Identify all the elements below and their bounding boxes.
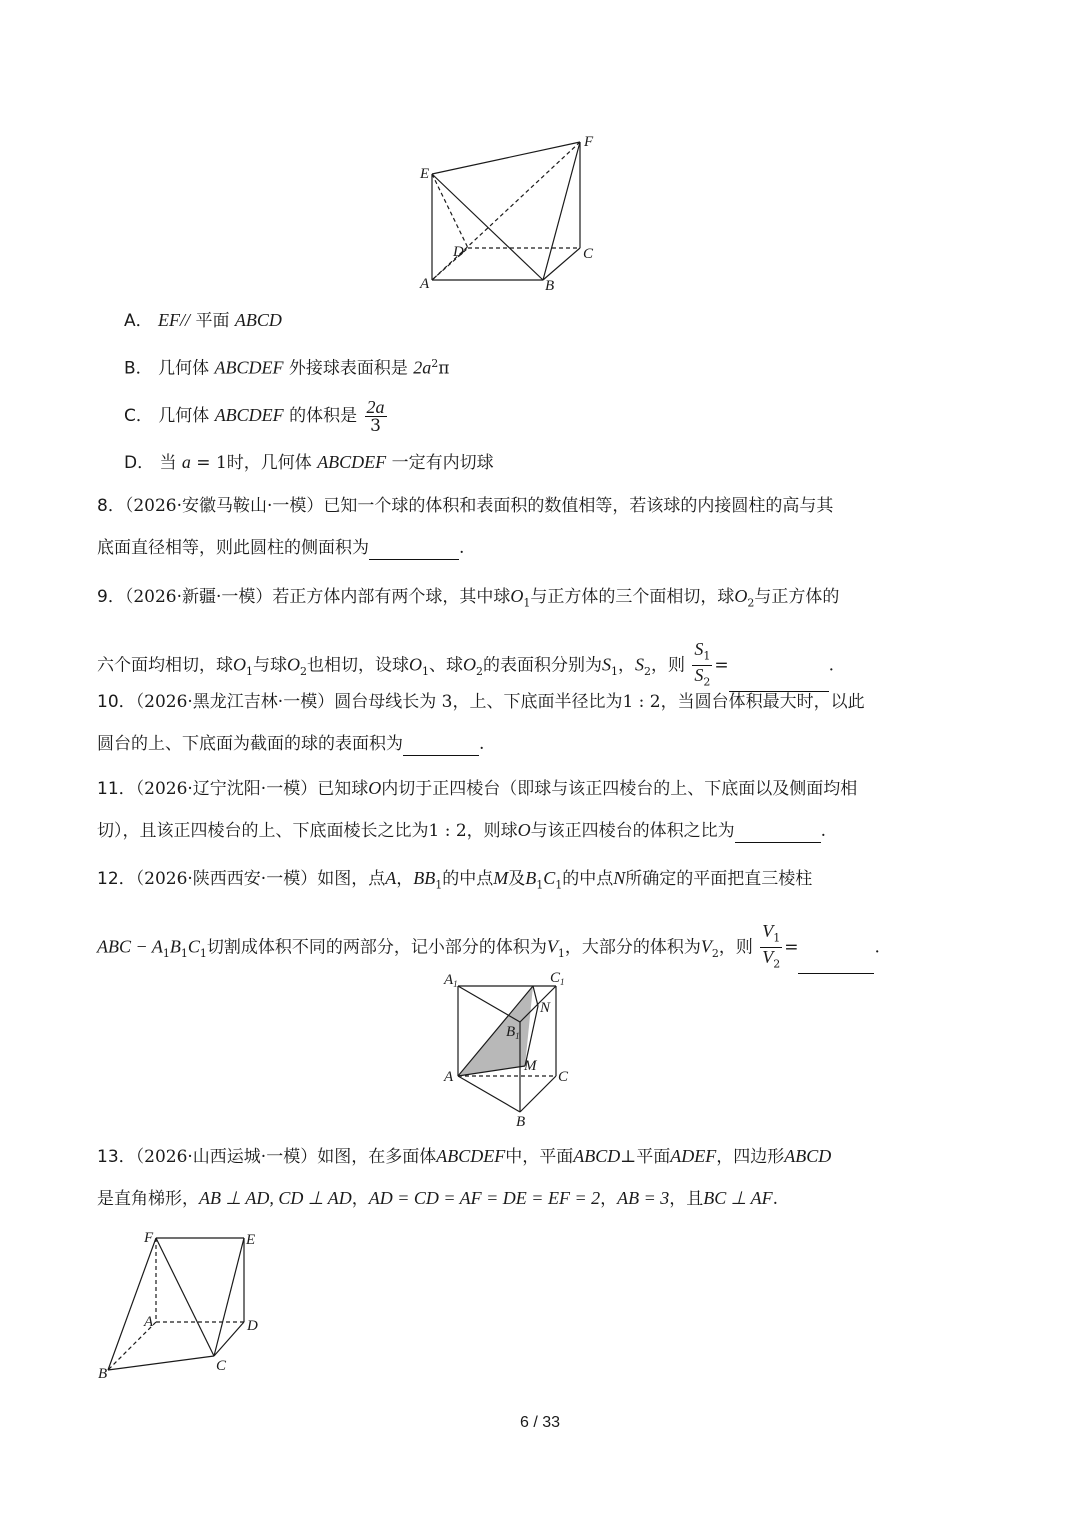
question-13-line-2: 是直角梯形，AB ⊥ AD, CD ⊥ AD，AD = CD = AF = DE = EF = 2，AB = 3，且BC ⊥ AF. bbox=[97, 1188, 778, 1209]
edge-Nt bbox=[533, 986, 538, 1006]
edge-EB bbox=[432, 174, 543, 280]
page-number: 6 / 33 bbox=[519, 1414, 561, 1431]
answer-blank[interactable] bbox=[798, 955, 874, 974]
edge-A1B1 bbox=[458, 986, 520, 1022]
question-12-line-2: ABC − $A_1B_1C_1$切割成体积不同的两部分，记小部分的体积为$V_1$，大部分的体积为$V_2$，则 $\frac{V_1}{V_2}$ = . bbox=[97, 922, 880, 974]
answer-blank[interactable] bbox=[729, 673, 829, 692]
vertex-label-N: N bbox=[540, 1000, 551, 1016]
vertex-label-A: A bbox=[144, 1314, 154, 1330]
edge-ED bbox=[432, 174, 468, 248]
vertex-label-B: B bbox=[98, 1366, 108, 1382]
figure-polyhedron-1 bbox=[410, 128, 610, 298]
edge-AB bbox=[458, 1076, 520, 1112]
vertex-label-A: A bbox=[444, 1069, 454, 1085]
vertex-label-B: B bbox=[516, 1114, 526, 1128]
vertex-label-C: C bbox=[216, 1358, 227, 1374]
question-8-line-1: 8．（2026·安徽马鞍山·一模）已知一个球的体积和表面积的数值相等，若该球的内接圆柱的高与其 bbox=[97, 496, 834, 516]
vertex-label-D: D bbox=[247, 1318, 258, 1334]
fraction-v1-v2: $\frac{V_1}{V_2}$ bbox=[762, 921, 781, 971]
edge-EF bbox=[432, 142, 580, 174]
question-11-line-2: 切），且该正四棱台的上、下底面棱长之比为1 : 2，则球O与该正四棱台的体积之比为 . bbox=[97, 820, 827, 841]
vertex-label-M: M bbox=[524, 1058, 537, 1074]
edge-BC bbox=[108, 1356, 214, 1370]
option-a: A． EF// 平面 ABCD bbox=[124, 310, 282, 331]
figure-prism bbox=[440, 966, 580, 1128]
vertex-label-C: C bbox=[583, 246, 594, 262]
question-13-line-1: 13．（2026·山西运城·一模）如图，在多面体ABCDEF中，平面ABCD⊥平面ADEF，四边形ABCD bbox=[97, 1146, 832, 1167]
answer-blank[interactable] bbox=[369, 541, 459, 560]
vertex-label-B1: $B_1$ bbox=[506, 1024, 520, 1041]
question-10-line-2: 圆台的上、下底面为截面的球的表面积为 . bbox=[97, 734, 485, 754]
question-9-line-2: 六个面均相切，球$O_1$与球$O_2$也相切，设球$O_1$、球$O_2$的表面积分别为$S_1$，$S_2$，则 $\frac{S_1}{S_2}$ = . bbox=[97, 640, 834, 692]
edge-FB bbox=[108, 1238, 156, 1370]
figure-polyhedron-2 bbox=[94, 1226, 274, 1386]
answer-blank[interactable] bbox=[403, 737, 479, 756]
vertex-label-F: F bbox=[144, 1230, 154, 1246]
vertex-label-C1: $C_1$ bbox=[550, 970, 565, 987]
option-b: B． 几何体 ABCDEF 外接球表面积是 $2a^2\pi$ bbox=[124, 357, 450, 379]
option-d: D． 当 a = 1时，几何体 ABCDEF 一定有内切球 bbox=[124, 452, 494, 473]
vertex-label-C: C bbox=[558, 1069, 569, 1085]
answer-blank[interactable] bbox=[735, 824, 821, 843]
question-10-line-1: 10．（2026·黑龙江吉林·一模）圆台母线长为 3，上、下底面半径比为1 : 2，当圆台体积最大时，以此 bbox=[97, 692, 865, 712]
fraction-s1-s2: $\frac{S_1}{S_2}$ bbox=[694, 639, 711, 689]
question-12-line-1: 12．（2026·陕西西安·一模）如图，点A，$BB_1$的中点M及$B_1C_1$的中点N所确定的平面把直三棱柱 bbox=[97, 868, 813, 892]
fraction-volume: $\frac{2a}{3}$ bbox=[366, 397, 385, 436]
option-c: C． 几何体 ABCDEF 的体积是 $\frac{2a}{3}$ bbox=[124, 397, 385, 436]
question-8-line-2: 底面直径相等，则此圆柱的侧面积为 . bbox=[97, 538, 465, 558]
vertex-label-A1: $A_1$ bbox=[444, 972, 458, 989]
vertex-label-E: E bbox=[246, 1232, 256, 1248]
edge-BC bbox=[543, 248, 580, 280]
vertex-label-F: F bbox=[584, 134, 594, 150]
vertex-label-A: A bbox=[420, 276, 430, 292]
edge-BC bbox=[520, 1076, 556, 1112]
question-9-line-1: 9．（2026·新疆·一模）若正方体内部有两个球，其中球$O_1$与正方体的三个面相切，球$O_2$与正方体的 bbox=[97, 586, 840, 610]
edge-FC bbox=[156, 1238, 214, 1356]
vertex-label-B: B bbox=[545, 278, 555, 294]
question-11-line-1: 11．（2026·辽宁沈阳·一模）已知球O内切于正四棱台（即球与该正四棱台的上、下底面以及侧面均相 bbox=[97, 778, 858, 799]
vertex-label-E: E bbox=[420, 166, 430, 182]
edge-FB bbox=[543, 142, 580, 280]
vertex-label-D: D bbox=[453, 244, 464, 260]
